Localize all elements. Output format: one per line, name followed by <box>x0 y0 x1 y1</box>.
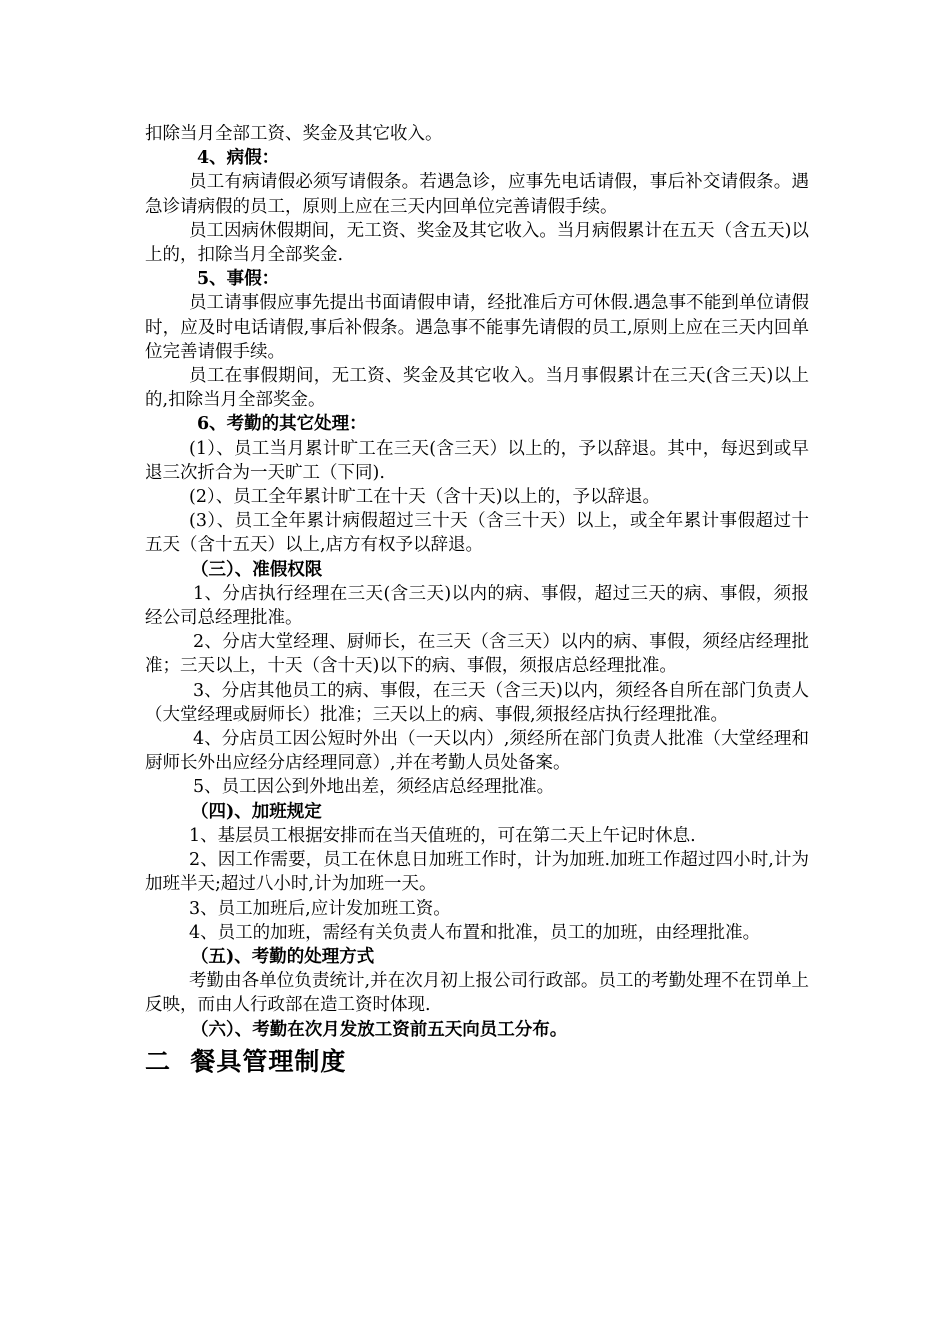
paragraph: 员工有病请假必须写请假条。若遇急诊，应事先电话请假，事后补交请假条。遇急诊请病假的员工，原则上应在三天内回单位完善请假手续。 <box>145 172 809 217</box>
paragraph: 5、员工因公到外地出差，须经店总经理批准。 <box>193 777 555 798</box>
paragraph: 1、分店执行经理在三天(含三天)以内的病、事假，超过三天的病、事假，须报经公司总经理批准。 <box>145 583 809 629</box>
subheading-other-attendance: 6、考勤的其它处理： <box>197 414 367 435</box>
paragraph: 1、基层员工根据安排而在当天值班的，可在第二天上午记时休息. <box>189 825 696 846</box>
subheading-personal-leave: 5、事假： <box>197 269 280 290</box>
paragraph: 考勤由各单位负责统计,并在次月初上报公司行政部。员工的考勤处理不在罚单上反映，而由人行政部在造工资时体现. <box>145 971 809 1016</box>
subheading-sick-leave: 4、病假： <box>197 148 280 169</box>
section-title: 二 餐具管理制度 <box>145 1046 347 1076</box>
paragraph: (3）、员工全年累计病假超过三十天（含三十天）以上，或全年累计事假超过十五天（含十五天）以上,店方有权予以辞退。 <box>145 511 809 556</box>
paragraph: 员工请事假应事先提出书面请假申请，经批准后方可休假.遇急事不能到单位请假时，应及时电话请假,事后补假条。遇急事不能事先请假的员工,原则上应在三天内回单位完善请假手续。 <box>145 293 809 362</box>
paragraph: 3、员工加班后,应计发加班工资。 <box>189 898 451 919</box>
paragraph: 2、因工作需要，员工在休息日加班工作时，计为加班.加班工作超过四小时,计为加班半天;超过八小时,计为加班一天。 <box>145 850 809 895</box>
section-heading-attendance-distribution: （六）、考勤在次月发放工资前五天向员工分布。 <box>191 1019 568 1040</box>
paragraph: (1）、员工当月累计旷工在三天(含三天）以上的，予以辞退。其中，每迟到或早退三次折合为一天旷工（下同). <box>145 438 809 483</box>
section-heading-leave-authority: （三）、准假权限 <box>191 559 323 580</box>
paragraph: 员工因病休假期间，无工资、奖金及其它收入。当月病假累计在五天（含五天)以上的，扣除当月全部奖金. <box>145 220 809 266</box>
paragraph: 员工在事假期间，无工资、奖金及其它收入。当月事假累计在三天(含三天)以上的,扣除当月全部奖金。 <box>145 366 809 411</box>
paragraph: 扣除当月全部工资、奖金及其它收入。 <box>145 124 443 144</box>
section-heading-attendance-handling: （五)、考勤的处理方式 <box>191 946 375 967</box>
paragraph: 4、员工的加班，需经有关负责人布置和批准，员工的加班，由经理批准。 <box>189 922 761 943</box>
paragraph: 2、分店大堂经理、厨师长，在三天（含三天）以内的病、事假，须经店经理批准；三天以上，十天（含十天)以下的病、事假，须报店总经理批准。 <box>145 632 809 677</box>
section-heading-overtime: （四)、加班规定 <box>191 801 322 822</box>
document-body <box>145 122 809 1082</box>
paragraph: (2）、员工全年累计旷工在十天（含十天)以上的，予以辞退。 <box>189 487 661 508</box>
paragraph: 4、分店员工因公短时外出（一天以内）,须经所在部门负责人批准（大堂经理和厨师长外出应经分店经理同意）,并在考勤人员处备案。 <box>145 729 809 774</box>
paragraph: 3、分店其他员工的病、事假，在三天（含三天)以内，须经各自所在部门负责人（大堂经理或厨师长）批准；三天以上的病、事假,须报经店执行经理批准。 <box>145 680 809 725</box>
